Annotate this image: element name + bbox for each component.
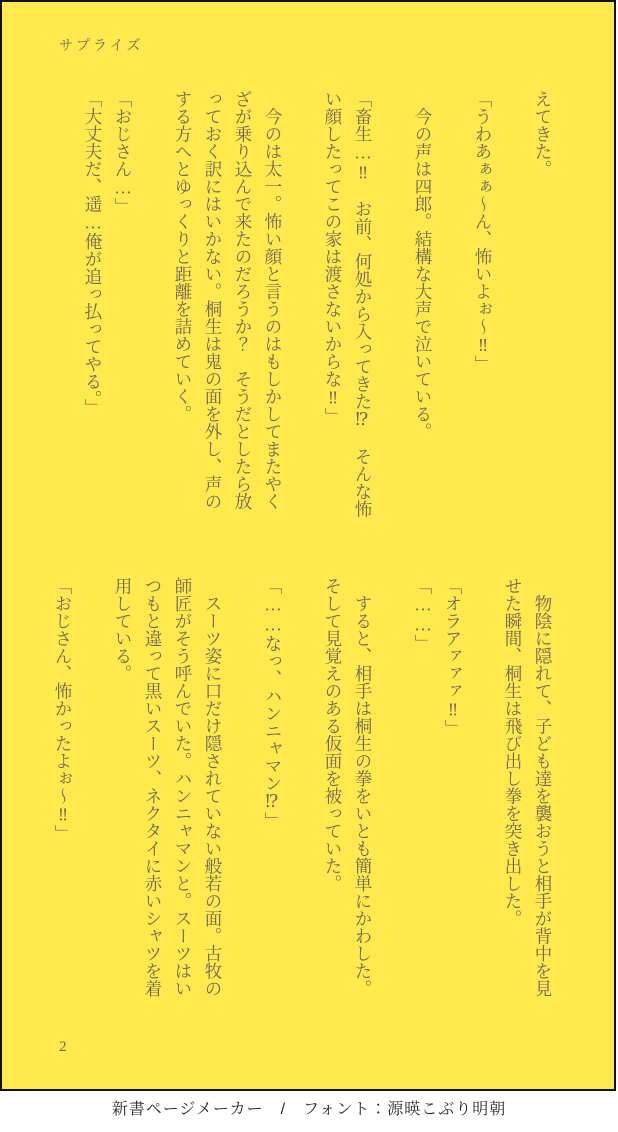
text-line: 「……なっ、ハンニャマン⁉」 xyxy=(263,577,283,830)
text-line: っておく訳にはいかない。桐生は鬼の面を外し、声の xyxy=(203,90,223,510)
text-line: せた瞬間、桐生は飛び出し拳を突き出した。 xyxy=(503,577,523,927)
page-title: サプライズ xyxy=(59,39,144,54)
text-line xyxy=(48,90,78,510)
text-line xyxy=(498,90,528,510)
text-block-lower xyxy=(48,577,558,997)
text-line xyxy=(78,577,108,997)
text-line xyxy=(378,90,408,510)
text-line: 「オラアァァァ‼」 xyxy=(443,577,463,737)
text-line: つもと違って黒いスーツ、ネクタイに赤いシャツを着 xyxy=(143,577,163,997)
text-line xyxy=(378,577,408,997)
text-line xyxy=(138,90,168,510)
text-line xyxy=(438,90,468,510)
text-line: そして見覚えのある仮面を被っていた。 xyxy=(323,577,343,892)
text-line: ざが乗り込んで来たのだろうか？ そうだとしたら放 xyxy=(233,90,253,510)
text-line: 「おじさん、怖かったよぉ〜‼」 xyxy=(53,577,73,842)
text-block-upper xyxy=(48,90,558,518)
text-line xyxy=(288,90,318,510)
text-line: スーツ姿に口だけ隠されていない般若の面。古牧の xyxy=(203,577,223,997)
text-line: 「……」 xyxy=(413,577,433,652)
text-line: 「大丈夫だ、遥…俺が追っ払ってやる。」 xyxy=(83,90,103,417)
text-line: えてきた。 xyxy=(533,90,553,178)
text-line: 「畜生…‼ お前、何処から入ってきた⁉ そんな怖 xyxy=(353,90,373,518)
text-line: い顔したってこの家は渡さないからな‼」 xyxy=(323,90,343,425)
text-line: 「おじさん…」 xyxy=(113,90,133,215)
text-line xyxy=(468,577,498,997)
footer-text: 新書ページメーカー / フォント：源暎こぶり明朝 xyxy=(111,1101,507,1118)
text-line: 「うわあぁぁ〜ん、怖いよぉ〜‼」 xyxy=(473,90,493,373)
text-line: 今のは太一。怖い顔と言うのはもしかしてまたやく xyxy=(263,90,283,510)
text-line xyxy=(228,577,258,997)
text-line xyxy=(288,577,318,997)
text-line: する方へとゆっくりと距離を詰めていく。 xyxy=(173,90,193,423)
text-line: 今の声は四郎。結構な大声で泣いている。 xyxy=(413,90,433,440)
text-line: 師匠がそう呼んでいた。ハンニャマンと。スーツはい xyxy=(173,577,193,997)
text-line: 物陰に隠れて、子ども達を襲おうと相手が背中を見 xyxy=(533,577,553,997)
footer xyxy=(0,1096,618,1119)
text-line: 用している。 xyxy=(113,577,133,682)
text-line: すると、相手は桐生の拳をいとも簡単にかわした。 xyxy=(353,577,373,997)
page-number: 2 xyxy=(59,1039,67,1055)
